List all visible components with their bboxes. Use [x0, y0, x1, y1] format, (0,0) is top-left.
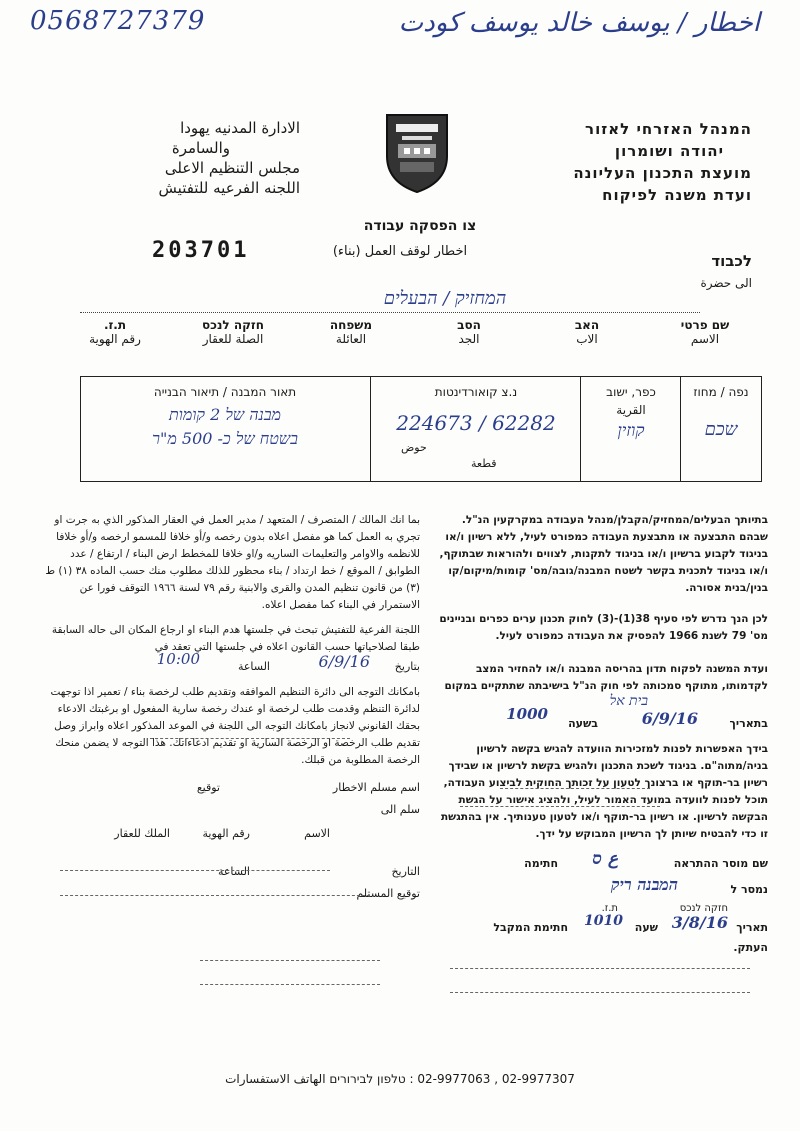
ar-delivered-label: سلم الى — [380, 803, 420, 816]
header-he-line-3: מועצת התכנון העליונה — [573, 164, 752, 182]
he-delivered-value: המבנה ריק — [611, 875, 678, 894]
he-date-value: 6/9/16 — [641, 709, 698, 728]
person-table — [60, 318, 760, 366]
he-para-3: ועדת המשנה לפקוח תדון בהריסה המבנה ו/או להחזיר המצב לקדמותו, מתוקף סמכותה לפי חוק הנ"ל בישיבתה שתתקיים במקום — [444, 663, 768, 692]
fill-line — [60, 895, 370, 896]
ph-father-he: האב — [574, 318, 600, 332]
loc-col-village — [580, 377, 681, 481]
fill-line — [200, 960, 380, 961]
ar-recipient-sig-label: توقيع المستلم — [356, 887, 420, 900]
ph-grand-ar: الجد — [458, 332, 480, 346]
loc-desc-hw-2: בשטח של כ- 500 מ"ר — [152, 429, 298, 448]
he-time-value: 1000 — [506, 705, 548, 723]
loc-desc-he: תאור המבנה / תיאור הבנייה — [153, 385, 297, 399]
order-title-ar: اخطار لوقف العمل (بناء) — [332, 244, 468, 259]
fill-line — [450, 968, 750, 969]
he-receiver-sig-label: חתימת המקבל — [493, 921, 568, 934]
ar-bottom-date-label: التاريخ — [391, 865, 420, 878]
ar-issuer-label: اسم مسلم الاخطار — [332, 781, 420, 794]
he-bottom-row — [430, 913, 768, 941]
recipient-line — [80, 312, 700, 313]
ar-issuer-row — [40, 779, 420, 801]
recipient-handwritten: המחזיק / הבעלים — [383, 288, 507, 309]
loc-district-hw: שכם — [704, 419, 738, 440]
ar-date-label: بتاريخ — [394, 660, 420, 673]
header-he-line-2: יהודה ושומרון — [614, 142, 724, 160]
ar-col-name: الاسم — [304, 827, 330, 840]
he-id-label: ת.ז. — [601, 903, 618, 914]
he-datetime-row — [430, 705, 768, 737]
header-ar-line-4: اللجنه الفرعيه للتفتيش — [158, 179, 300, 197]
ar-cols-row — [40, 827, 420, 857]
loc-village-ar: القرية — [616, 403, 646, 417]
handwritten-phone: 0568727379 — [30, 6, 206, 36]
ar-recipient-sig-row — [40, 885, 420, 907]
loc-village-hw: קוזין — [617, 421, 645, 441]
loc-coords-hw: 224673 / 62282 — [396, 411, 556, 435]
header-ar-line-1: الادارة المدنيه يهودا — [180, 119, 300, 137]
arabic-body — [40, 512, 420, 907]
he-relation-label: חזקה לנכס — [679, 903, 728, 914]
he-issuer-value: ع ס — [592, 849, 618, 869]
fill-line — [460, 806, 660, 807]
ar-bottom-datetime-row — [40, 863, 420, 885]
he-delivered-label: נמסר ל — [730, 883, 768, 896]
fill-line — [200, 984, 380, 985]
header-ar-line-2: والسامرة — [171, 139, 230, 157]
he-place-value: בית אל — [609, 693, 648, 709]
ar-time-label: الساعة — [237, 660, 270, 673]
order-title-he: צו הפסקה עבודה — [363, 218, 477, 234]
fill-line — [150, 738, 350, 739]
loc-village-he: כפר, ישוב — [606, 385, 656, 399]
ph-id-he: ת.ז. — [103, 318, 127, 332]
loc-col-coords — [370, 377, 581, 481]
ar-signature-label: توقيع — [196, 781, 220, 794]
loc-col-district — [680, 377, 761, 481]
he-bottom-time-value: 1010 — [584, 913, 623, 929]
loc-sub-qita: قطعة — [471, 457, 497, 470]
footer-phones: 02-9977307 , 02-9977063 : טלפון לבירורים الهاتف الاستفسارات — [225, 1072, 575, 1086]
ph-first-he: שם פרטי — [680, 318, 730, 332]
header-he-line-4: ועדת משנה לפיקוח — [602, 186, 752, 204]
header-ar-line-3: مجلس التنظيم الاعلى — [164, 159, 300, 177]
location-table — [80, 376, 762, 482]
ar-para-3: بامكانك التوجه الى دائرة التنظيم الموافقه وتقديم طلب لرخصة بناء / تعمير اذا توجهت لدائرة التنظم وقدمت طلب لرخصة او عندك رخصة سارية المفعول او برغبتك الادعاء بحقك القانوني لانجاز بامكانك التوجه الى اللجنة في الموعد المذكور اعلاه وابراز وصل تقديم طلب الرخصة او الرخصة السارية او تقديم ادعاءاتك. هذا التوجه لا يضمن منحك الرخصة المطلوبة من قبلك. — [50, 686, 420, 766]
ph-family-ar: العائلة — [335, 332, 367, 346]
handwritten-name: اخطار / يوسف خالد يوسف كودت — [398, 8, 760, 38]
loc-district-he: נפה / מחוז — [693, 385, 749, 399]
he-time-label: בשעה — [568, 717, 598, 730]
he-place-row — [430, 695, 768, 715]
ph-first-ar: الاسم — [690, 332, 720, 346]
ar-col-relation: الملك للعقار — [114, 827, 170, 840]
he-delivered-row — [430, 875, 768, 903]
ph-family-he: משפחה — [329, 318, 373, 332]
he-footer-note: העתק. — [733, 941, 768, 954]
he-issuer-row — [430, 849, 768, 879]
to-label-ar: الى حضرة — [700, 276, 752, 290]
loc-desc-hw-1: מבנה של 2 קומות — [168, 405, 282, 424]
loc-sub-hawd: حوض — [401, 441, 427, 454]
ph-relation-ar: الصلة للعقار — [202, 332, 264, 346]
ar-para-1: بما انك المالك / المتصرف / المتعهد / مدير العمل في العقار المذكور الذي به جرت او تجري به العمل كما هو مفصل اعلاه بدون رخصه و/أو خلافا للمسمو ارخصه و/أو خلافا للانظمه والاوامر والتعليمات الساريه و/او خلافا للمخطط ارض البناء / ارتفاع / عدد الطوابق / الموقع / خط ارتداد / بناء محظور للذلك مطلوب منك حسب الماده ٣٨ (١) ط (٣) من قانون تنظيم المدن والقرى والابنية رقم ٧٩ لسنة ١٩٦٦ التوقف فورا عن الاستمرار في البناء كما مفصل اعلاه. — [45, 514, 420, 611]
he-bottom-date-value: 3/8/16 — [671, 913, 728, 932]
ar-bottom-time-label: الساعة — [217, 865, 250, 878]
he-issuer-label: שם מוסר ההתראה — [673, 857, 768, 870]
he-para-5: בידך האפשרות לפנות למזכירות הוועדה להגיש בקשה לרשיון בניה/מתוה"ם. בניגוד לשכת התכנון ולהגיש בקשת לרשיון או שבידך רשיון בר-תוקף או ברצונך לטעון על זכותך החוקית לביצוע העבודה, תוכל לפנות לוועדה במועד האמור לעיל, ולהציג אישור על הגשת הבקשה לרשיון. או רשיון בר-תוקף ו/או לטעון טענותיך. אין בהתגשת זו כדי להבטיח שיותן לך הרשיון המבוקש על ידך. — [441, 743, 768, 840]
loc-col-description — [81, 377, 369, 481]
he-para-1: בתיותך הבעלים/המחזיק/הקבלן/מנהל העבודה במקרקעין הנ"ל. שבהם התבצעה או מתבצעת העבודה כמפורט לעיל, ללא רשיון ו/או בניגוד לקבוע ברשיון ו/או בניגוד לתקנות, לצווים ולהוראות שבתוקף, ו/או בניגוד לתכנית בקשר לשטח המבנה/גובה/מס' קומות/מיקום/קו בנין/בנית אסורה. — [439, 514, 768, 594]
loc-coords-he: נ.צ קואורדינטות — [434, 385, 518, 399]
hebrew-body — [430, 512, 768, 954]
fill-line — [500, 788, 650, 789]
he-bottom-time-label: שעה — [634, 921, 658, 934]
header-he-line-1: המנהל האזרחי לאזור — [585, 120, 752, 138]
he-para-2: לכן הנך נדרש לפי סעיף 38(1)-(3) לחוק תכנון ערים כפרים ובניינים מס' 79 לשנת 1966 להפסיק את העבודה כמפורט לעיל. — [439, 613, 768, 642]
header-arabic — [60, 118, 300, 198]
ar-delivered-row — [40, 801, 420, 827]
ph-relation-he: חזקה לנכס — [202, 318, 264, 332]
he-bottom-date-label: תאריך — [736, 921, 768, 934]
fill-line — [450, 992, 750, 993]
to-label-he: לכבוד — [711, 252, 752, 270]
ar-datetime-row — [40, 650, 420, 680]
he-date-label: בתאריך — [729, 717, 768, 730]
ar-para-2: اللجنة الفرعية للتفتيش تبحث في جلستها هدم البناء او ارجاع المكان الى حاله السابقة طبقا لصلاحياتها حسب القانون اعلاه في جلستها التي تعقد في — [51, 624, 420, 653]
ph-father-ar: الاب — [576, 332, 598, 346]
ph-id-ar: رقم الهوية — [89, 332, 141, 346]
ar-time-value: 10:00 — [156, 650, 200, 668]
he-stamp-label: חתימה — [524, 857, 558, 870]
ph-grand-he: הסב — [457, 318, 481, 332]
fill-line — [60, 870, 330, 871]
ar-col-id: رقم الهوية — [202, 827, 250, 840]
emblem-shield-icon — [384, 112, 450, 194]
ar-date-value: 6/9/16 — [318, 652, 370, 671]
serial-number: 203701 — [152, 238, 250, 263]
header-hebrew — [512, 118, 752, 206]
